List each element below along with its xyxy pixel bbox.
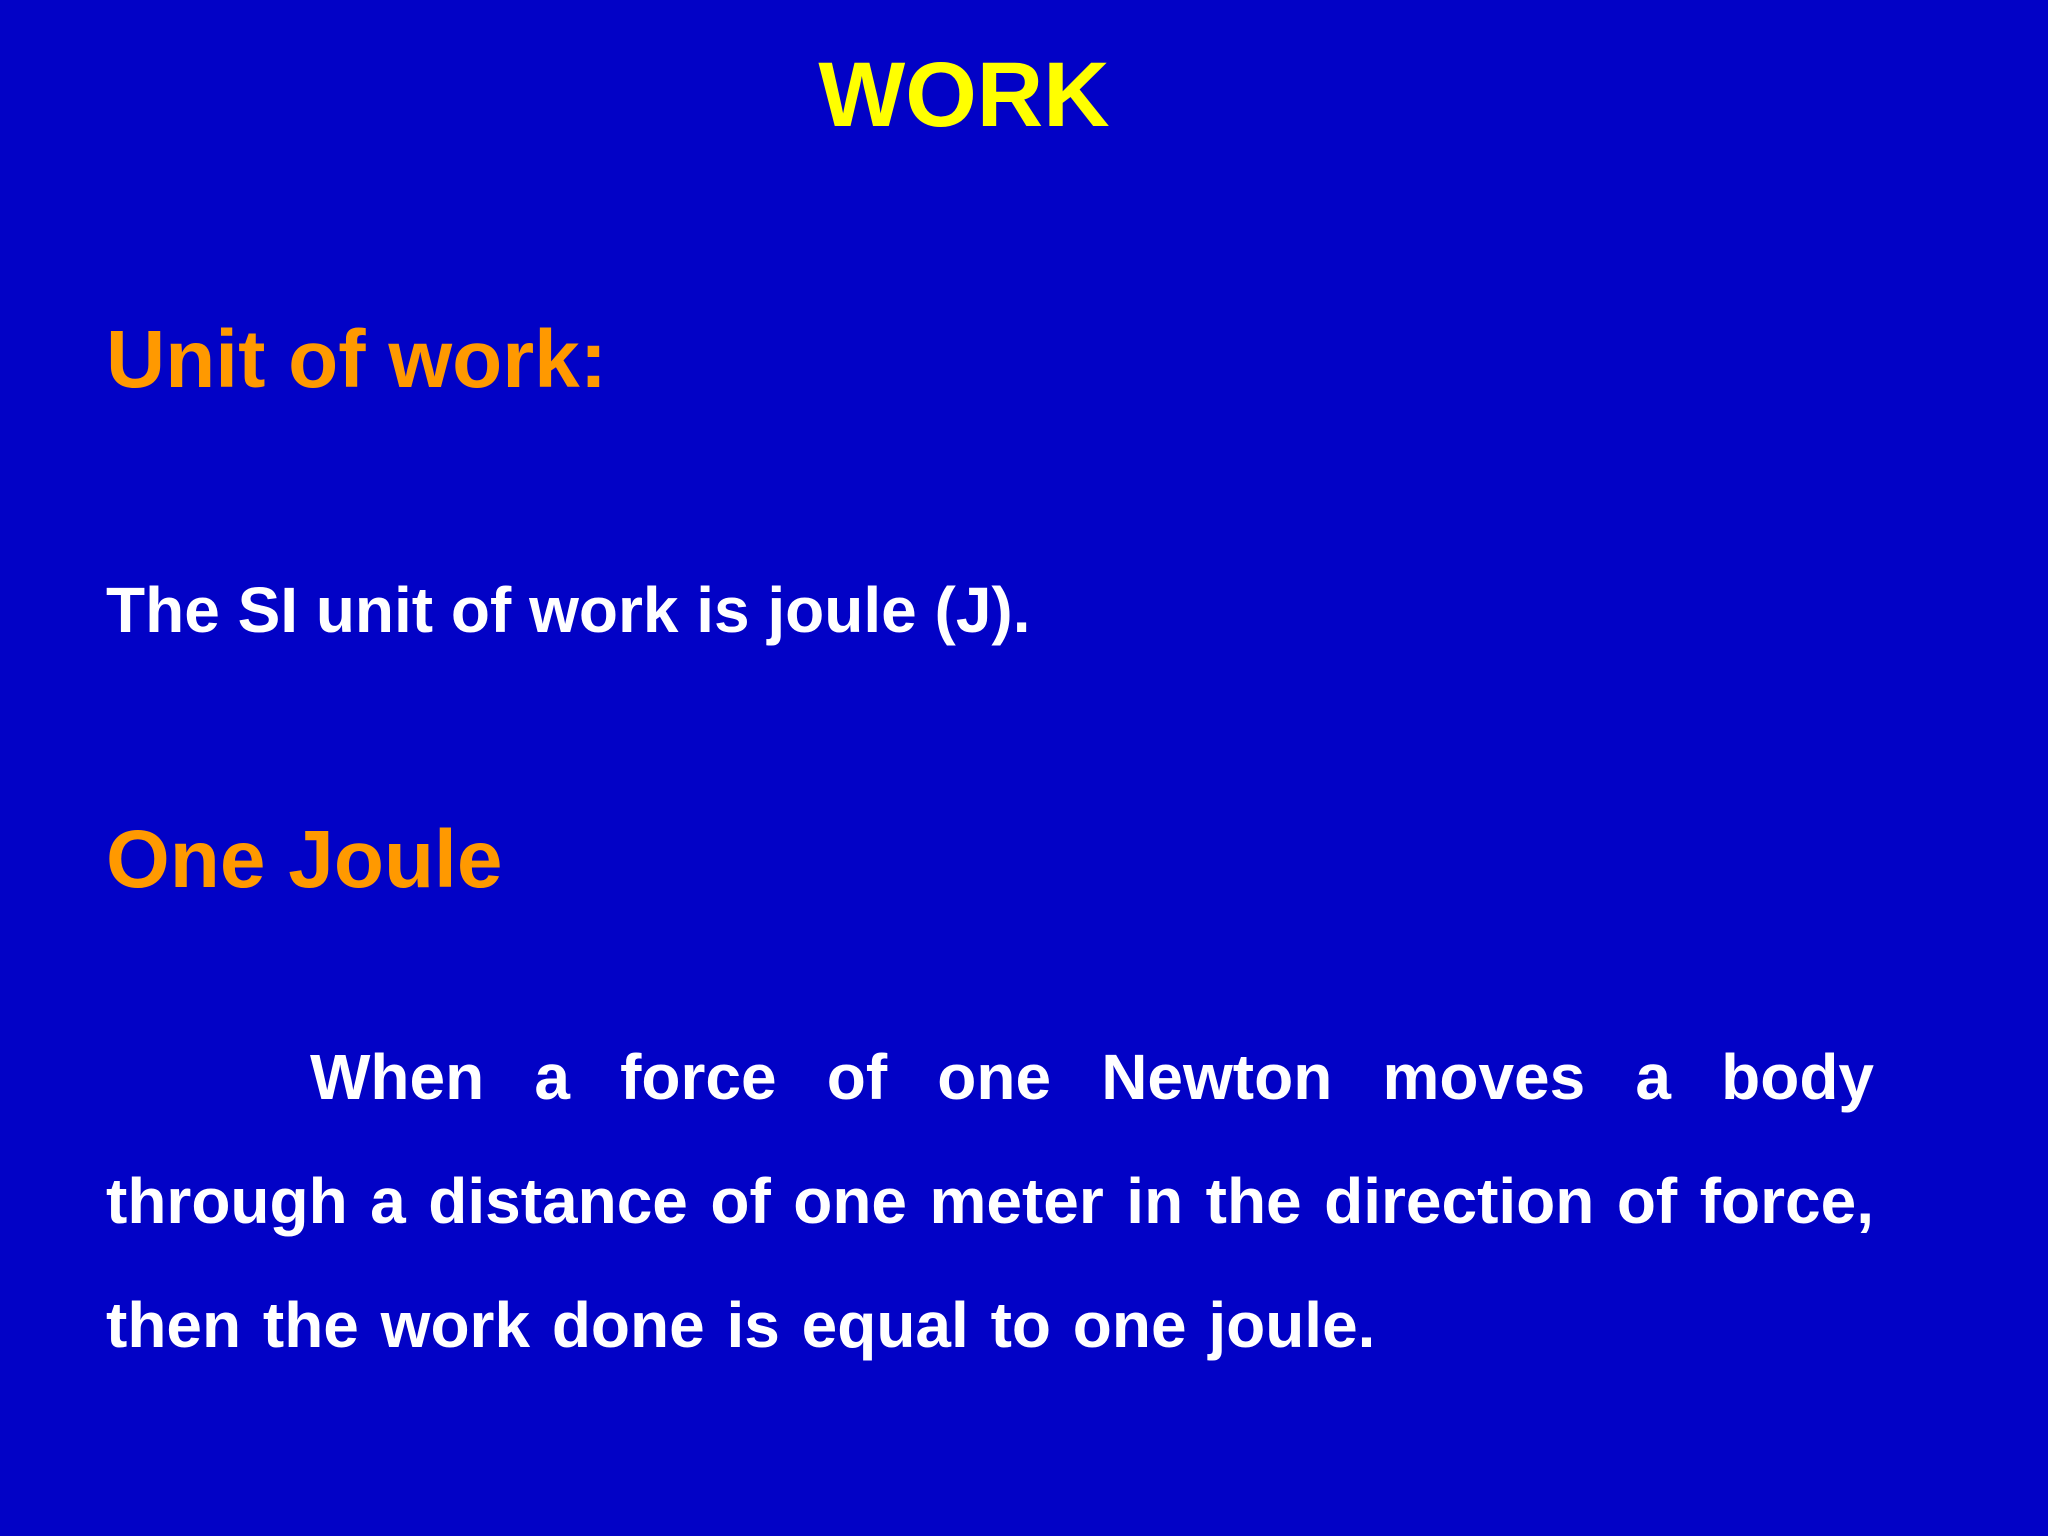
unit-of-work-heading: Unit of work: (106, 314, 608, 405)
joule-definition-text: When a force of one Newton moves a body through a distance of one meter in the direction of force, then the work done is equal to one joule. (106, 1041, 1874, 1361)
one-joule-heading: One Joule (106, 814, 503, 905)
si-unit-text: The SI unit of work is joule (J). (106, 574, 1031, 646)
slide-title: WORK (818, 44, 1110, 146)
